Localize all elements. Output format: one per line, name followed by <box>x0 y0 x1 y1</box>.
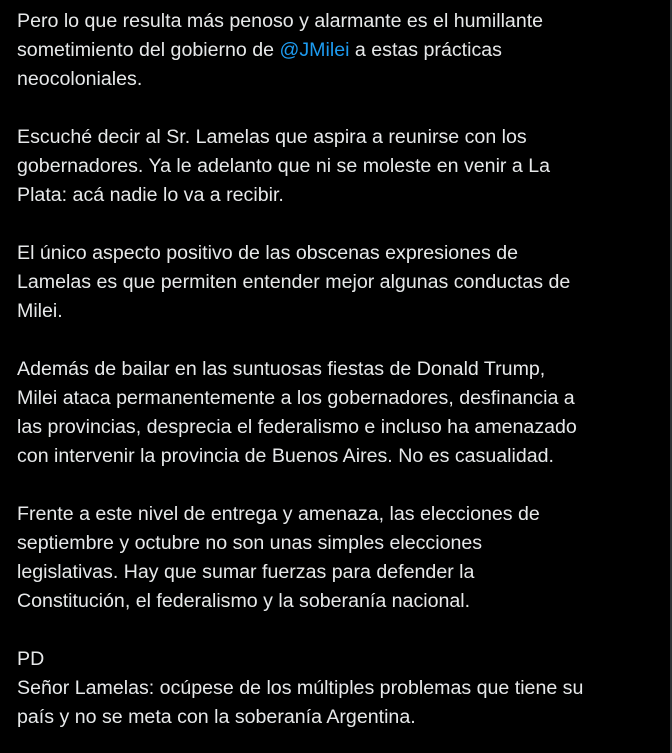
tweet-line: septiembre y octubre no son unas simples elecciones <box>17 532 483 554</box>
tweet-text <box>17 7 662 732</box>
tweet-line: Constitución, el federalismo y la soberanía nacional. <box>17 590 471 612</box>
tweet-line: Lamelas es que permiten entender mejor algunas conductas de <box>17 271 571 293</box>
tweet-line: Milei. <box>17 300 63 322</box>
tweet-line: Plata: acá nadie lo va a recibir. <box>17 184 284 206</box>
tweet-line: El único aspecto positivo de las obscenas expresiones de <box>17 242 519 264</box>
tweet-line: neocoloniales. <box>17 68 143 90</box>
line-text: sometimiento del gobierno de <box>17 39 280 61</box>
tweet-line: las provincias, desprecia el federalismo e incluso ha amenazado <box>17 416 577 438</box>
tweet-line: Señor Lamelas: ocúpese de los múltiples problemas que tiene su <box>17 677 584 699</box>
tweet-paragraph-4 <box>17 355 662 471</box>
tweet-line: Frente a este nivel de entrega y amenaza, las elecciones de <box>17 503 540 525</box>
tweet-line <box>17 36 662 65</box>
tweet-line: PD <box>17 648 45 670</box>
mention-link-jmilei[interactable]: @JMilei <box>279 39 350 61</box>
tweet-paragraph-2 <box>17 123 662 210</box>
tweet-line: gobernadores. Ya le adelanto que ni se moleste en venir a La <box>17 155 551 177</box>
tweet-line: con intervenir la provincia de Buenos Aires. No es casualidad. <box>17 445 554 467</box>
tweet-line: Milei ataca permanentemente a los gobernadores, desfinancia a <box>17 387 575 409</box>
tweet-paragraph-5 <box>17 500 662 616</box>
line-text: a estas prácticas <box>349 39 502 61</box>
tweet-line: Pero lo que resulta más penoso y alarmante es el humillante <box>17 10 544 32</box>
tweet-paragraph-1 <box>17 7 662 94</box>
tweet-line: Además de bailar en las suntuosas fiestas de Donald Trump, <box>17 358 546 380</box>
tweet-paragraph-6 <box>17 645 662 732</box>
tweet-line: Escuché decir al Sr. Lamelas que aspira a reunirse con los <box>17 126 527 148</box>
tweet-line: país y no se meta con la soberanía Argentina. <box>17 706 416 728</box>
tweet-line: legislativas. Hay que sumar fuerzas para defender la <box>17 561 475 583</box>
tweet-paragraph-3 <box>17 239 662 326</box>
